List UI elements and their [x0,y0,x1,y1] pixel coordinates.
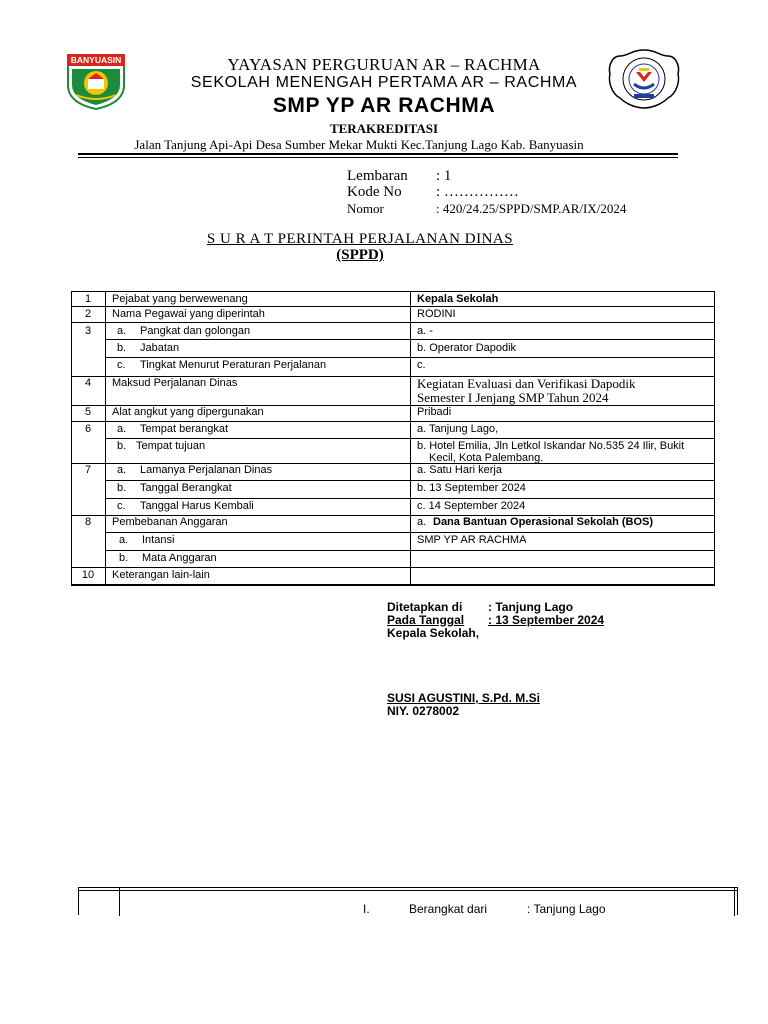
subrow-divider [105,480,714,481]
sppd-table [71,291,715,586]
row-label: Alat angkut yang dipergunakan [112,406,264,418]
place-value: : Tanjung Lago [488,600,574,614]
accreditation-status: TERAKREDITASI [329,121,439,136]
subrow-divider [105,498,714,499]
document-title: S U R A T PERINTAH PERJALANAN DINAS [206,231,514,247]
row-divider [71,322,714,323]
row-value: Kecil, Kota Palembang. [429,452,544,464]
table-divider [119,888,120,916]
row-label: Pejabat yang berwewenang [112,293,248,305]
row-value: a. Satu Hari kerja [417,464,502,476]
date-label: Pada Tanggal [387,613,465,627]
row-value: c. [417,359,426,371]
row-label: Tingkat Menurut Peraturan Perjalanan [140,359,327,371]
sub-mark: c. [117,500,126,512]
row-label: Nama Pegawai yang diperintah [112,308,265,320]
subrow-divider [105,550,714,551]
sub-mark: a. [117,464,127,476]
place-label: Ditetapkan di [387,600,463,614]
lembaran-value: : 1 [436,168,452,184]
row-value: Kepala Sekolah [417,293,499,305]
row-number: 7 [84,464,92,476]
subrow-divider [105,438,714,439]
sub-mark: b. [117,440,127,452]
signer-role: Kepala Sekolah, [387,626,480,640]
row-divider [71,567,714,568]
table-top-rule [79,890,737,891]
sub-mark: b. [119,552,129,564]
row-value: a. - [417,325,433,337]
lembaran-label: Lembaran [347,168,408,184]
banyuasin-logo-text: BANYUASIN [70,55,122,65]
row-value: b. 13 September 2024 [417,482,526,494]
row-number: 5 [84,406,92,418]
section-roman: I. [363,902,370,916]
nomor-label: Nomor [347,201,384,216]
row-value: c. 14 September 2024 [417,500,526,512]
sub-mark: a. [119,534,129,546]
row-number: 4 [84,377,92,389]
row-divider [71,421,714,422]
row-number: 1 [84,293,92,305]
row-label: Intansi [142,534,175,546]
sub-mark: b. [117,342,127,354]
row-label: Pembebanan Anggaran [112,516,228,528]
row-label: Tempat berangkat [140,423,229,435]
header-rule-thick [78,153,678,155]
sub-mark: b. [117,482,127,494]
signer-name: SUSI AGUSTINI, S.Pd. M.Si [387,691,540,705]
school-address: Jalan Tanjung Api-Api Desa Sumber Mekar Mukti Kec.Tanjung Lago Kab. Banyuasin [134,137,584,152]
row-label: Tanggal Berangkat [140,482,232,494]
row-label: Lamanya Perjalanan Dinas [140,464,273,476]
row-value: b. Operator Dapodik [417,342,517,354]
school-full-name: SEKOLAH MENENGAH PERTAMA AR – RACHMA [190,74,578,91]
row-value: b. Hotel Emilia, Jln Letkol Iskandar No.535 24 Ilir, Bukit [417,440,685,452]
row-number: 8 [84,516,92,528]
row-number: 3 [84,325,92,337]
subrow-divider [105,532,714,533]
nomor-value: : 420/24.25/SPPD/SMP.AR/IX/2024 [436,201,627,216]
kode-label: Kode No [347,184,402,200]
row-number: 10 [81,569,95,581]
sub-mark: a. [117,325,127,337]
depart-from-value: : Tanjung Lago [527,902,606,916]
signer-id: NIY. 0278002 [387,704,460,718]
depart-from-label: Berangkat dari [409,902,488,916]
row-label: Mata Anggaran [142,552,217,564]
sub-mark: a. [117,423,127,435]
foundation-name: YAYASAN PERGURUAN AR – RACHMA [227,55,541,74]
subrow-divider [105,339,714,340]
row-divider [71,306,714,307]
document-subtitle: (SPPD) [336,247,384,263]
subrow-divider [105,357,714,358]
kode-value: : …………… [436,184,519,200]
row-label: Maksud Perjalanan Dinas [112,377,238,389]
return-trip-table [78,887,738,915]
sub-mark: c. [117,359,126,371]
row-number: 6 [84,423,92,435]
row-label: Tanggal Harus Kembali [140,500,254,512]
row-label: Jabatan [140,342,180,354]
row-value: Kegiatan Evaluasi dan Verifikasi Dapodik [417,376,636,391]
date-value: : 13 September 2024 [488,613,605,627]
row-value: Dana Bantuan Operasional Sekolah (BOS) [433,516,654,528]
row-label: Pangkat dan golongan [140,325,251,337]
row-value: Pribadi [417,406,452,418]
row-label: Keterangan lain-lain [112,569,210,581]
row-number: 2 [84,308,92,320]
row-label: Tempat tujuan [136,440,206,452]
row-value-mark: a. [417,516,427,528]
row-value: Semester I Jenjang SMP Tahun 2024 [417,390,609,405]
header-rule-thin [78,157,678,158]
table-divider [734,888,735,916]
row-value: a. Tanjung Lago, [417,423,499,435]
school-short-name: SMP YP AR RACHMA [272,94,496,117]
row-value: SMP YP AR RACHMA [417,534,527,546]
row-value: RODINI [417,308,456,320]
